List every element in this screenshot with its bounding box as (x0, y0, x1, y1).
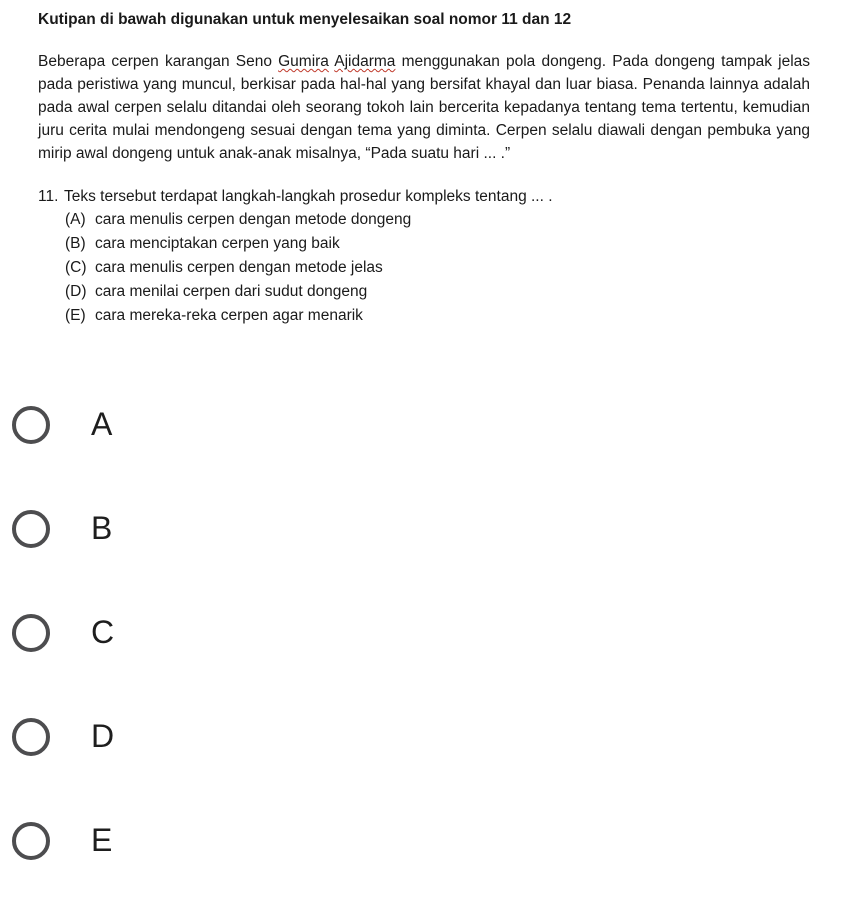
question-stem (38, 185, 810, 208)
radio-button-b[interactable] (12, 510, 50, 548)
passage-underlined-word-2: Ajidarma (334, 53, 396, 70)
question-options-list (65, 208, 810, 328)
answer-label-e[interactable]: E (91, 822, 113, 858)
option-text: cara menciptakan cerpen yang baik (95, 235, 340, 252)
answer-label-b[interactable]: B (91, 510, 113, 546)
answer-label-d[interactable]: D (91, 718, 115, 754)
radio-button-c[interactable] (12, 614, 50, 652)
option-letter: (E) (65, 307, 86, 324)
answer-label-c[interactable]: C (91, 614, 115, 650)
question-option-a (65, 208, 810, 232)
question-option-d (65, 280, 810, 304)
reading-passage (38, 50, 810, 165)
radio-button-d[interactable] (12, 718, 50, 756)
option-text: cara menilai cerpen dari sudut dongeng (95, 283, 368, 300)
question-instruction: Kutipan di bawah digunakan untuk menyelesaikan soal nomor 11 dan 12 (38, 11, 572, 28)
option-text: cara mereka-reka cerpen agar menarik (95, 307, 363, 324)
question-number: 11. (38, 188, 59, 205)
answer-choice-d[interactable] (0, 686, 862, 790)
radio-button-e[interactable] (12, 822, 50, 860)
question-option-b (65, 232, 810, 256)
option-letter: (B) (65, 235, 86, 252)
answer-choice-e[interactable] (0, 790, 862, 894)
option-letter: (C) (65, 259, 87, 276)
question-card (38, 8, 810, 328)
passage-underlined-word-1: Gumira (278, 53, 329, 70)
option-letter: (D) (65, 283, 87, 300)
option-letter: (A) (65, 211, 86, 228)
answer-choice-c[interactable] (0, 582, 862, 686)
answer-label-a[interactable]: A (91, 406, 113, 442)
question-option-e (65, 304, 810, 328)
answer-choice-b[interactable] (0, 478, 862, 582)
radio-button-a[interactable] (12, 406, 50, 444)
option-text: cara menulis cerpen dengan metode jelas (95, 259, 383, 276)
question-text: Teks tersebut terdapat langkah-langkah prosedur kompleks tentang ... . (64, 188, 553, 205)
question-option-c (65, 256, 810, 280)
passage-text-3: menggunakan pola dongeng. Pada dongeng tampak jelas pada peristiwa yang muncul, berkisar pada hal-hal yang bersifat khayal dan luar biasa. Penanda lainnya adalah pada awal cerpen selalu ditandai oleh seorang tokoh lain bercerita kepadanya tentang tema tertentu, kemudian juru cerita mulai mendongeng sesuai dengan tema yang diminta. Cerpen selalu diawali dengan pembuka yang mirip awal dongeng untuk anak-anak misalnya, “Pada suatu hari ... .” (38, 53, 811, 162)
answer-choice-a[interactable] (0, 374, 862, 478)
option-text: cara menulis cerpen dengan metode dongeng (95, 211, 412, 228)
passage-text-1: Beberapa cerpen karangan Seno (38, 53, 279, 70)
